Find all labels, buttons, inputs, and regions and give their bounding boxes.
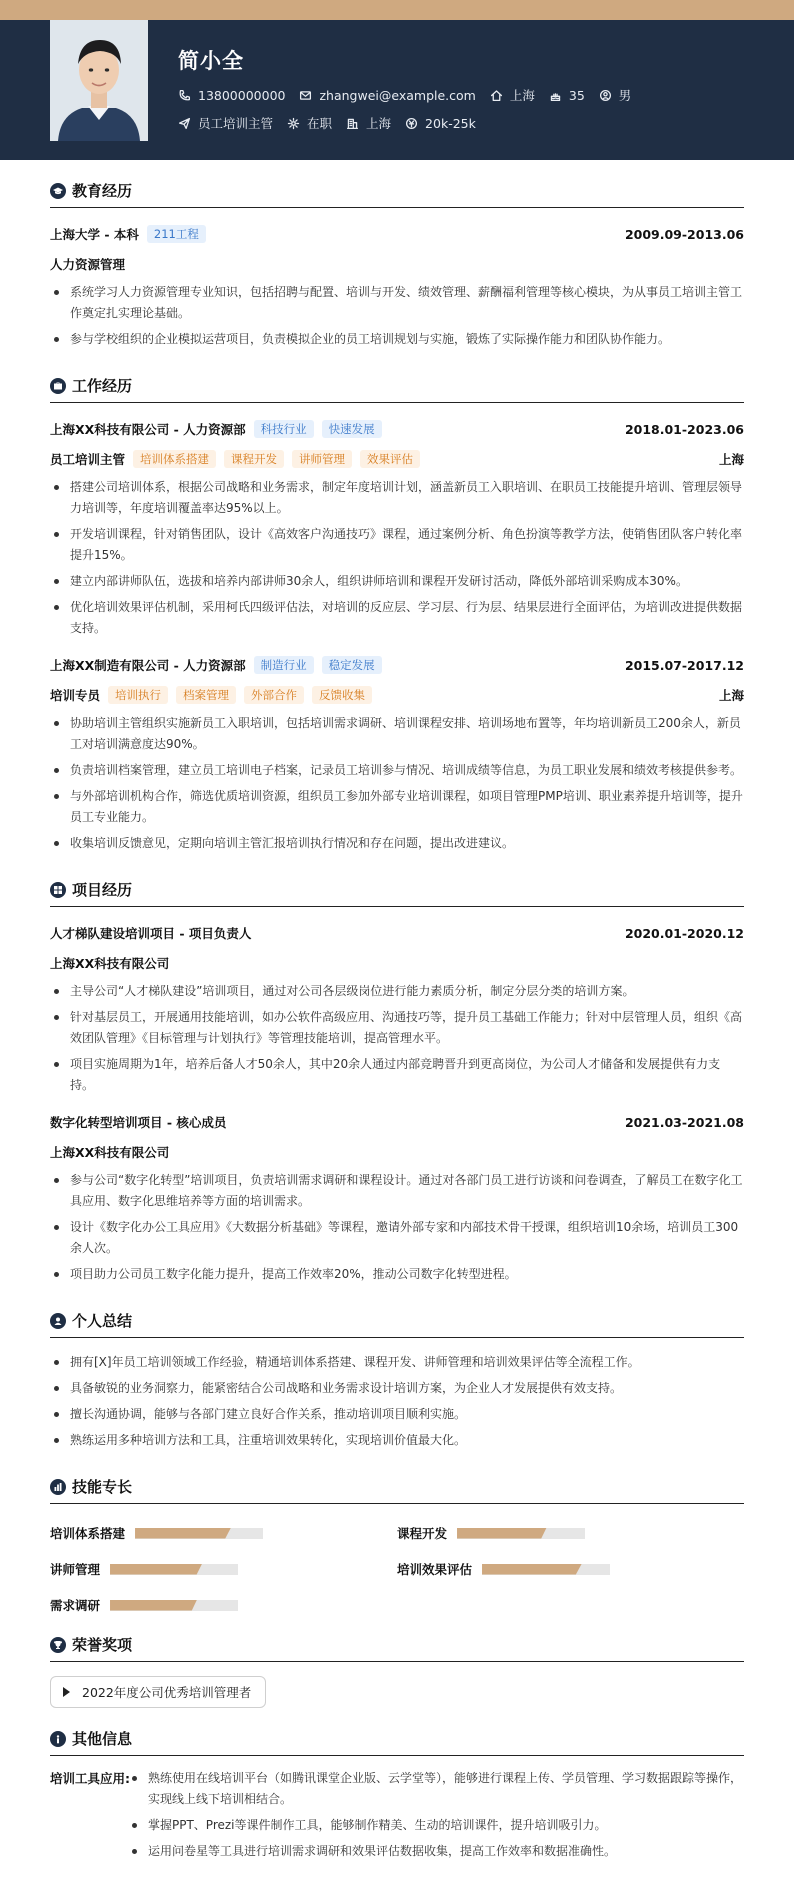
contact-row [178,86,645,104]
skills-section [50,1456,744,1614]
section-header [50,1456,744,1504]
section-header [50,355,744,403]
bullet-list [50,1352,744,1451]
skill-name: 培训效果评估 [397,1562,473,1577]
bullet-list [50,1170,744,1285]
list-item: 主导公司“人才梯队建设”培训项目，通过对公司各层级岗位进行能力素质分析，制定分层分类的培训方案。 [50,981,744,1002]
info-icon [50,1731,66,1747]
company-name: 上海XX科技有限公司 - 人力资源部 [50,422,246,437]
school-tag: 211工程 [147,225,206,243]
skill-bar-fill [482,1564,582,1575]
entry-subheader [50,449,744,469]
skill-bar [135,1528,263,1539]
grid-icon [50,882,66,898]
entry-header [50,655,744,675]
skill-item [397,1524,744,1542]
skill-tag: 反馈收集 [312,686,372,704]
section-title: 教育经历 [72,182,133,200]
entry-subheader [50,685,744,705]
intention-row [178,114,490,132]
target-city-item [346,114,391,132]
status-text: 在职 [307,116,333,131]
award-text: 2022年度公司优秀培训管理者 [82,1685,252,1700]
project-name: 数字化转型培训项目 - 核心成员 [50,1115,227,1130]
entry-city: 上海 [718,452,744,467]
other-info-row [50,1768,744,1867]
skill-tag: 培训体系搭建 [133,450,216,468]
phone-text[interactable]: 13800000000 [198,87,286,103]
bullet-list [50,477,744,639]
awards-section [50,1614,744,1708]
skill-bar-fill [457,1528,547,1539]
work-entry [50,655,744,854]
work-section [50,355,744,854]
candidate-name: 简小全 [178,49,244,73]
list-item: 收集培训反馈意见，定期向培训主管汇报培训执行情况和存在问题，提出改进建议。 [50,833,744,854]
skill-item [50,1524,397,1542]
home-icon [490,89,503,102]
list-item: 设计《数字化办公工具应用》《大数据分析基础》等课程，邀请外部专家和内部技术骨干授课，组织培训10余场，培训员工300余人次。 [50,1217,744,1259]
entry-city: 上海 [718,688,744,703]
phone-item [178,88,285,103]
list-item: 负责培训档案管理，建立员工培训电子档案，记录员工培训参与情况、培训成绩等信息，为员工职业发展和绩效考核提供参考。 [50,760,744,781]
skill-bar [482,1564,610,1575]
briefcase-icon [50,378,66,394]
section-header [50,160,744,208]
location-text: 上海 [509,88,535,103]
list-item: 搭建公司培训体系，根据公司战略和业务需求，制定年度培训计划，涵盖新员工入职培训、在职员工技能提升培训、管理层领导力培训等，年度培训覆盖率达95%以上。 [50,477,744,519]
skill-item [397,1560,744,1578]
email-icon [299,89,312,102]
section-title: 其他信息 [72,1730,133,1748]
role-name: 员工培训主管 [50,452,126,467]
resume-content [0,160,794,1867]
skill-name: 培训体系搭建 [50,1526,126,1541]
section-header [50,1708,744,1756]
list-item: 参与公司“数字化转型”培训项目，负责培训需求调研和课程设计。通过对各部门员工进行访谈和问卷调查，了解员工在数字化工具应用、数字化思维培养等方面的培训需求。 [50,1170,744,1212]
email-text[interactable]: zhangwei@example.com [319,87,476,103]
company-name: 上海XX制造有限公司 - 人力资源部 [50,658,246,673]
salary-text: 20k-25k [425,115,476,131]
user-icon [50,1313,66,1329]
skill-name: 讲师管理 [50,1562,101,1577]
list-item: 熟练运用多种培训方法和工具，注重培训效果转化，实现培训价值最大化。 [50,1430,744,1451]
skill-item [50,1596,397,1614]
list-item: 针对基层员工，开展通用技能培训，如办公软件高级应用、沟通技巧等，提升员工基础工作能力；针对中层管理人员，组织《高效团队管理》《目标管理与计划执行》等管理技能培训，提高管理水平。 [50,1007,744,1049]
list-item: 熟练使用在线培训平台（如腾讯课堂企业版、云学堂等），能够进行课程上传、学员管理、学习数据跟踪等操作，实现线上线下培训相结合。 [128,1768,744,1810]
project-name: 人才梯队建设培训项目 - 项目负责人 [50,926,252,941]
company-tag: 快速发展 [322,420,382,438]
list-item: 项目助力公司员工数字化能力提升，提高工作效率20%，推动公司数字化转型进程。 [50,1264,744,1285]
user-circle-icon [599,89,612,102]
section-title: 工作经历 [72,377,133,395]
entry-subheader [50,254,744,274]
section-header [50,859,744,907]
list-item: 协助培训主管组织实施新员工入职培训，包括培训需求调研、培训课程安排、培训场地布置等，年均培训新员工200余人，新员工对培训满意度达90%。 [50,713,744,755]
project-entry [50,1112,744,1285]
gender-item [599,86,632,104]
avatar-photo [50,20,148,141]
list-item: 拥有[X]年员工培训领域工作经验，精通培训体系搭建、课程开发、讲师管理和培训效果评估等全流程工作。 [50,1352,744,1373]
education-section [50,160,744,350]
skill-tag: 课程开发 [224,450,284,468]
skill-item [50,1560,397,1578]
avatar [50,20,148,141]
list-item: 与外部培训机构合作，筛选优质培训资源，组织员工参加外部专业培训课程，如项目管理PMP培训、职业素养提升培训等，提升员工专业能力。 [50,786,744,828]
profile-header [0,20,794,160]
project-org: 上海XX科技有限公司 [50,1145,170,1160]
entry-header [50,923,744,943]
award-item [50,1676,266,1708]
skill-bar-fill [110,1600,197,1611]
salary-item [405,116,476,131]
company-tag: 科技行业 [254,420,314,438]
target-job-item [178,114,273,132]
location-item [490,86,535,104]
bullet-list [50,282,744,350]
cake-icon [549,89,562,102]
status-item [287,114,332,132]
skill-bar-fill [110,1564,202,1575]
work-entry [50,419,744,639]
project-entry [50,923,744,1096]
company-tag: 稳定发展 [322,656,382,674]
skill-tag: 外部合作 [244,686,304,704]
other-label: 培训工具应用: [50,1771,130,1786]
major-name: 人力资源管理 [50,257,126,272]
school-name: 上海大学 - 本科 [50,227,139,242]
list-item: 参与学校组织的企业模拟运营项目，负责模拟企业的员工培训规划与实施，锻炼了实际操作能力和团队协作能力。 [50,329,744,350]
entry-subheader [50,1142,744,1162]
gender-text: 男 [618,88,632,103]
section-title: 技能专长 [72,1478,133,1496]
list-item: 具备敏锐的业务洞察力，能紧密结合公司战略和业务需求设计培训方案，为企业人才发展提供有效支持。 [50,1378,744,1399]
skill-tag: 讲师管理 [292,450,352,468]
section-header [50,1614,744,1662]
skill-bar [457,1528,585,1539]
entry-date: 2021.03-2021.08 [624,1114,744,1130]
skill-tag: 档案管理 [176,686,236,704]
target-city-text: 上海 [366,116,392,131]
trophy-icon [50,1637,66,1653]
phone-icon [178,89,191,102]
skill-tag: 效果评估 [360,450,420,468]
top-accent-bar [0,0,794,20]
entry-date: 2009.09-2013.06 [624,226,744,242]
education-entry [50,224,744,350]
summary-section [50,1290,744,1451]
entry-date: 2020.01-2020.12 [624,925,744,941]
list-item: 擅长沟通协调，能够与各部门建立良好合作关系，推动培训项目顺利实施。 [50,1404,744,1425]
entry-header [50,224,744,244]
skills-grid [50,1524,744,1614]
skill-bar [110,1564,238,1575]
section-header [50,1290,744,1338]
gear-icon [287,117,300,130]
role-name: 培训专员 [50,688,101,703]
graduation-cap-icon [50,183,66,199]
list-item: 优化培训效果评估机制，采用柯氏四级评估法，对培训的反应层、学习层、行为层、结果层进行全面评估，为培训改进提供数据支持。 [50,597,744,639]
section-title: 荣誉奖项 [72,1636,133,1654]
other-section [50,1708,744,1867]
list-item: 项目实施周期为1年，培养后备人才50余人，其中20余人通过内部竞聘晋升到更高岗位，为公司人才储备和发展提供有力支持。 [50,1054,744,1096]
section-title: 项目经历 [72,881,133,899]
entry-header [50,1112,744,1132]
list-item: 开发培训课程，针对销售团队，设计《高效客户沟通技巧》课程，通过案例分析、角色扮演等教学方法，使销售团队客户转化率提升15%。 [50,524,744,566]
list-item: 系统学习人力资源管理专业知识，包括招聘与配置、培训与开发、绩效管理、薪酬福利管理等核心模块，为从事员工培训主管工作奠定扎实理论基础。 [50,282,744,324]
age-text: 35 [568,87,585,103]
entry-header [50,419,744,439]
skill-bar-fill [135,1528,231,1539]
bullet-list [128,1768,744,1867]
entry-date: 2015.07-2017.12 [624,657,744,673]
coin-icon [405,117,418,130]
email-item [299,88,475,103]
projects-section [50,859,744,1285]
skill-bar [110,1600,238,1611]
building-icon [346,117,359,130]
age-item [549,88,585,103]
project-org: 上海XX科技有限公司 [50,956,170,971]
list-item: 掌握PPT、Prezi等课件制作工具，能够制作精美、生动的培训课件，提升培训吸引力。 [128,1815,744,1836]
play-triangle-icon [63,1687,70,1697]
skill-name: 课程开发 [397,1526,448,1541]
bullet-list [50,981,744,1096]
company-tag: 制造行业 [254,656,314,674]
skill-name: 需求调研 [50,1598,101,1613]
entry-date: 2018.01-2023.06 [624,421,744,437]
target-job-text: 员工培训主管 [198,116,274,131]
skill-tag: 培训执行 [108,686,168,704]
send-icon [178,117,191,130]
bullet-list [50,713,744,854]
bar-chart-icon [50,1479,66,1495]
list-item: 运用问卷星等工具进行培训需求调研和效果评估数据收集，提高工作效率和数据准确性。 [128,1841,744,1862]
list-item: 建立内部讲师队伍，选拔和培养内部讲师30余人，组织讲师培训和课程开发研讨活动，降低外部培训采购成本30%。 [50,571,744,592]
entry-subheader [50,953,744,973]
section-title: 个人总结 [72,1312,133,1330]
